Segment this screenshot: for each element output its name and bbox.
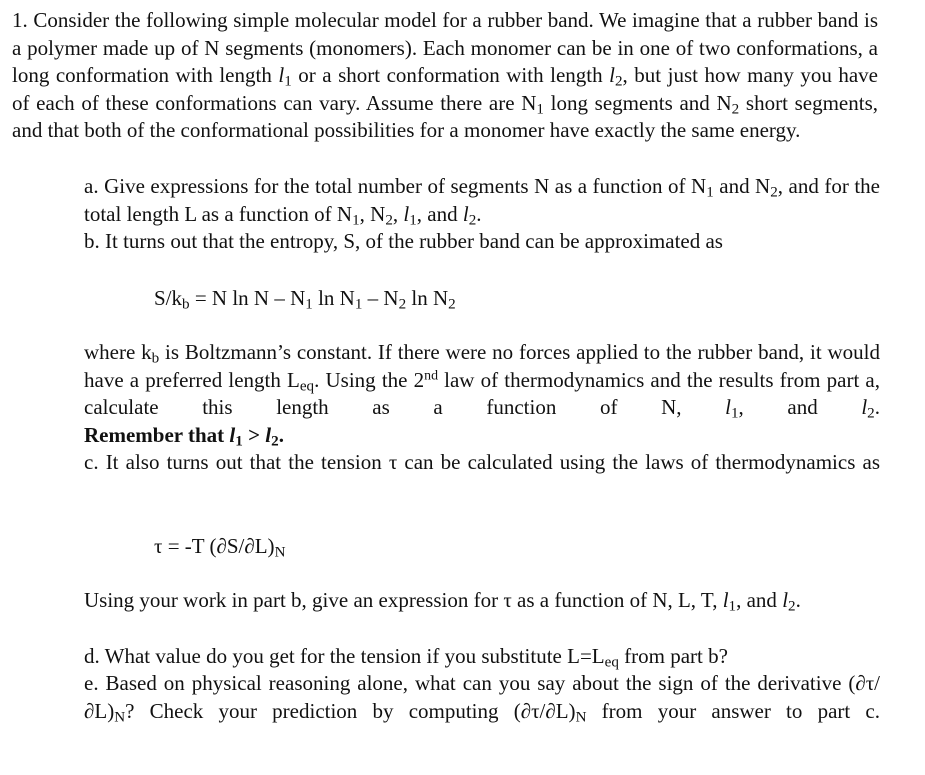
eq-entropy-segment: 2 <box>448 296 456 313</box>
part-e-segment: N <box>114 708 126 725</box>
part-a-segment: 2 <box>468 211 477 228</box>
intro-segment: 1 <box>284 73 292 90</box>
part-b-cont-segment: l <box>861 395 868 420</box>
part-b-cont-segment: eq <box>299 377 315 394</box>
part-c-cont-segment: 2 <box>788 598 796 615</box>
part-a-segment: l <box>403 201 410 226</box>
part-c-cont-segment: Using your work in part b, give an expression for τ as a function of N, L, T, <box>84 588 723 612</box>
part-d-segment: eq <box>604 654 619 671</box>
remember-segment: Remember that <box>84 423 230 447</box>
part-c-text <box>84 449 880 477</box>
part-b-cont-segment: , and <box>738 395 862 420</box>
eq-entropy-segment: 1 <box>354 296 363 313</box>
part-a-segment: , <box>392 201 404 226</box>
part-a-segment: and N <box>713 174 771 198</box>
eq-entropy-segment: b <box>182 296 190 313</box>
part-a-segment: 1 <box>352 211 360 228</box>
part-a-segment: , and <box>416 201 463 226</box>
part-b-text <box>84 228 880 256</box>
part-a-segment: a. Give expressions for the total number of segments N as a function of N <box>84 174 707 198</box>
intro-segment: l <box>278 63 285 88</box>
part-d-segment: d. What value do you get for the tension if you substitute L=L <box>84 644 605 668</box>
eq-entropy-segment: 1 <box>305 296 313 313</box>
part-b-cont-segment: b <box>151 350 160 367</box>
part-d-text <box>84 643 880 671</box>
part-a-segment: 2 <box>385 211 393 228</box>
part-e-segment: from your answer to part c. <box>586 698 880 723</box>
tension-equation <box>154 533 285 561</box>
part-e-segment: ? Check your prediction by computing (∂τ/∂L) <box>125 698 576 723</box>
part-a-segment: , N <box>359 201 386 226</box>
remember-segment: > <box>242 423 266 447</box>
part-b-cont-segment: where k <box>84 340 152 364</box>
part-c-cont-segment: 1 <box>728 598 737 615</box>
eq-tension-segment: τ = -T (∂S/∂L) <box>154 534 275 558</box>
part-a-segment: l <box>462 201 469 226</box>
remember-segment: 1 <box>235 433 243 450</box>
intro-segment: 2 <box>731 101 740 118</box>
part-a-segment: 2 <box>770 184 778 201</box>
part-e-segment: e. Based on physical reasoning alone, what can you say about the sign of the derivative (∂τ/∂L) <box>84 671 880 723</box>
part-c-cont-segment: l <box>722 588 729 612</box>
part-b-cont-segment: 1 <box>730 405 739 422</box>
part-a-segment: . <box>476 201 482 226</box>
part-b-segment: b. It turns out that the entropy, S, of the rubber band can be approximated as <box>84 229 723 253</box>
eq-entropy-segment: ln N <box>312 286 355 310</box>
part-b-cont-segment: l <box>725 395 731 420</box>
part-a-text <box>84 173 880 228</box>
part-b-cont-segment: is Boltzmann’s constant. If there were no forces applied to the rubber band, it would have a preferred length L <box>84 340 880 392</box>
part-b-continuation <box>84 339 880 422</box>
part-c-cont-segment: , and <box>736 588 783 612</box>
intro-segment: long segments and N <box>543 90 732 115</box>
problem-intro <box>12 7 878 145</box>
intro-segment: or a short conformation with length <box>291 63 610 88</box>
intro-segment: 1. Consider the following simple molecular model for a rubber band. We imagine that a rubber band is a polymer made up of N segments (monomers). Each monomer can be in one of two conformations, a long conformation with length <box>12 8 878 88</box>
part-c-segment: c. It also turns out that the tension τ can be calculated using the laws of thermodynamics as <box>84 450 880 474</box>
part-b-cont-segment: law of thermodynamics and the results from part a, calculate this length as a function of N, <box>84 367 881 420</box>
part-b-cont-segment: nd <box>424 366 438 382</box>
intro-segment: short segments, and that both of the conformational possibilities for a monomer have exactly the same energy. <box>12 90 878 143</box>
part-c-cont-segment: l <box>782 588 789 612</box>
part-e-text <box>84 670 880 725</box>
part-b-cont-segment: 2 <box>867 405 875 422</box>
remember-segment: . <box>278 423 284 447</box>
remember-segment: 2 <box>271 433 279 450</box>
part-a-segment: , and for the total length L as a function of N <box>84 174 880 226</box>
eq-entropy-segment: 2 <box>398 296 407 313</box>
part-d-segment: from part b? <box>618 644 728 668</box>
intro-segment: 1 <box>536 101 544 118</box>
remember-segment: l <box>265 423 272 447</box>
intro-segment: , but just how many you have of each of these conformations can vary. Assume there are N <box>12 63 878 115</box>
intro-segment: l <box>609 63 615 88</box>
intro-segment: 2 <box>614 73 623 90</box>
eq-entropy-segment: = N ln N – N <box>189 286 306 310</box>
remember-segment: l <box>229 423 236 447</box>
eq-entropy-segment: S/k <box>154 286 183 310</box>
part-c-continuation <box>84 587 884 615</box>
eq-entropy-segment: – N <box>362 286 399 310</box>
part-b-cont-segment: . Using the 2 <box>314 367 425 392</box>
part-a-segment: 1 <box>706 184 714 201</box>
remember-note <box>84 422 880 450</box>
part-b-cont-segment: . <box>874 395 880 420</box>
part-e-segment: N <box>575 708 587 725</box>
eq-tension-segment: N <box>274 544 286 561</box>
eq-entropy-segment: ln N <box>406 286 449 310</box>
part-c-cont-segment: . <box>795 588 801 612</box>
entropy-equation <box>154 285 456 313</box>
part-a-segment: 1 <box>409 211 417 228</box>
